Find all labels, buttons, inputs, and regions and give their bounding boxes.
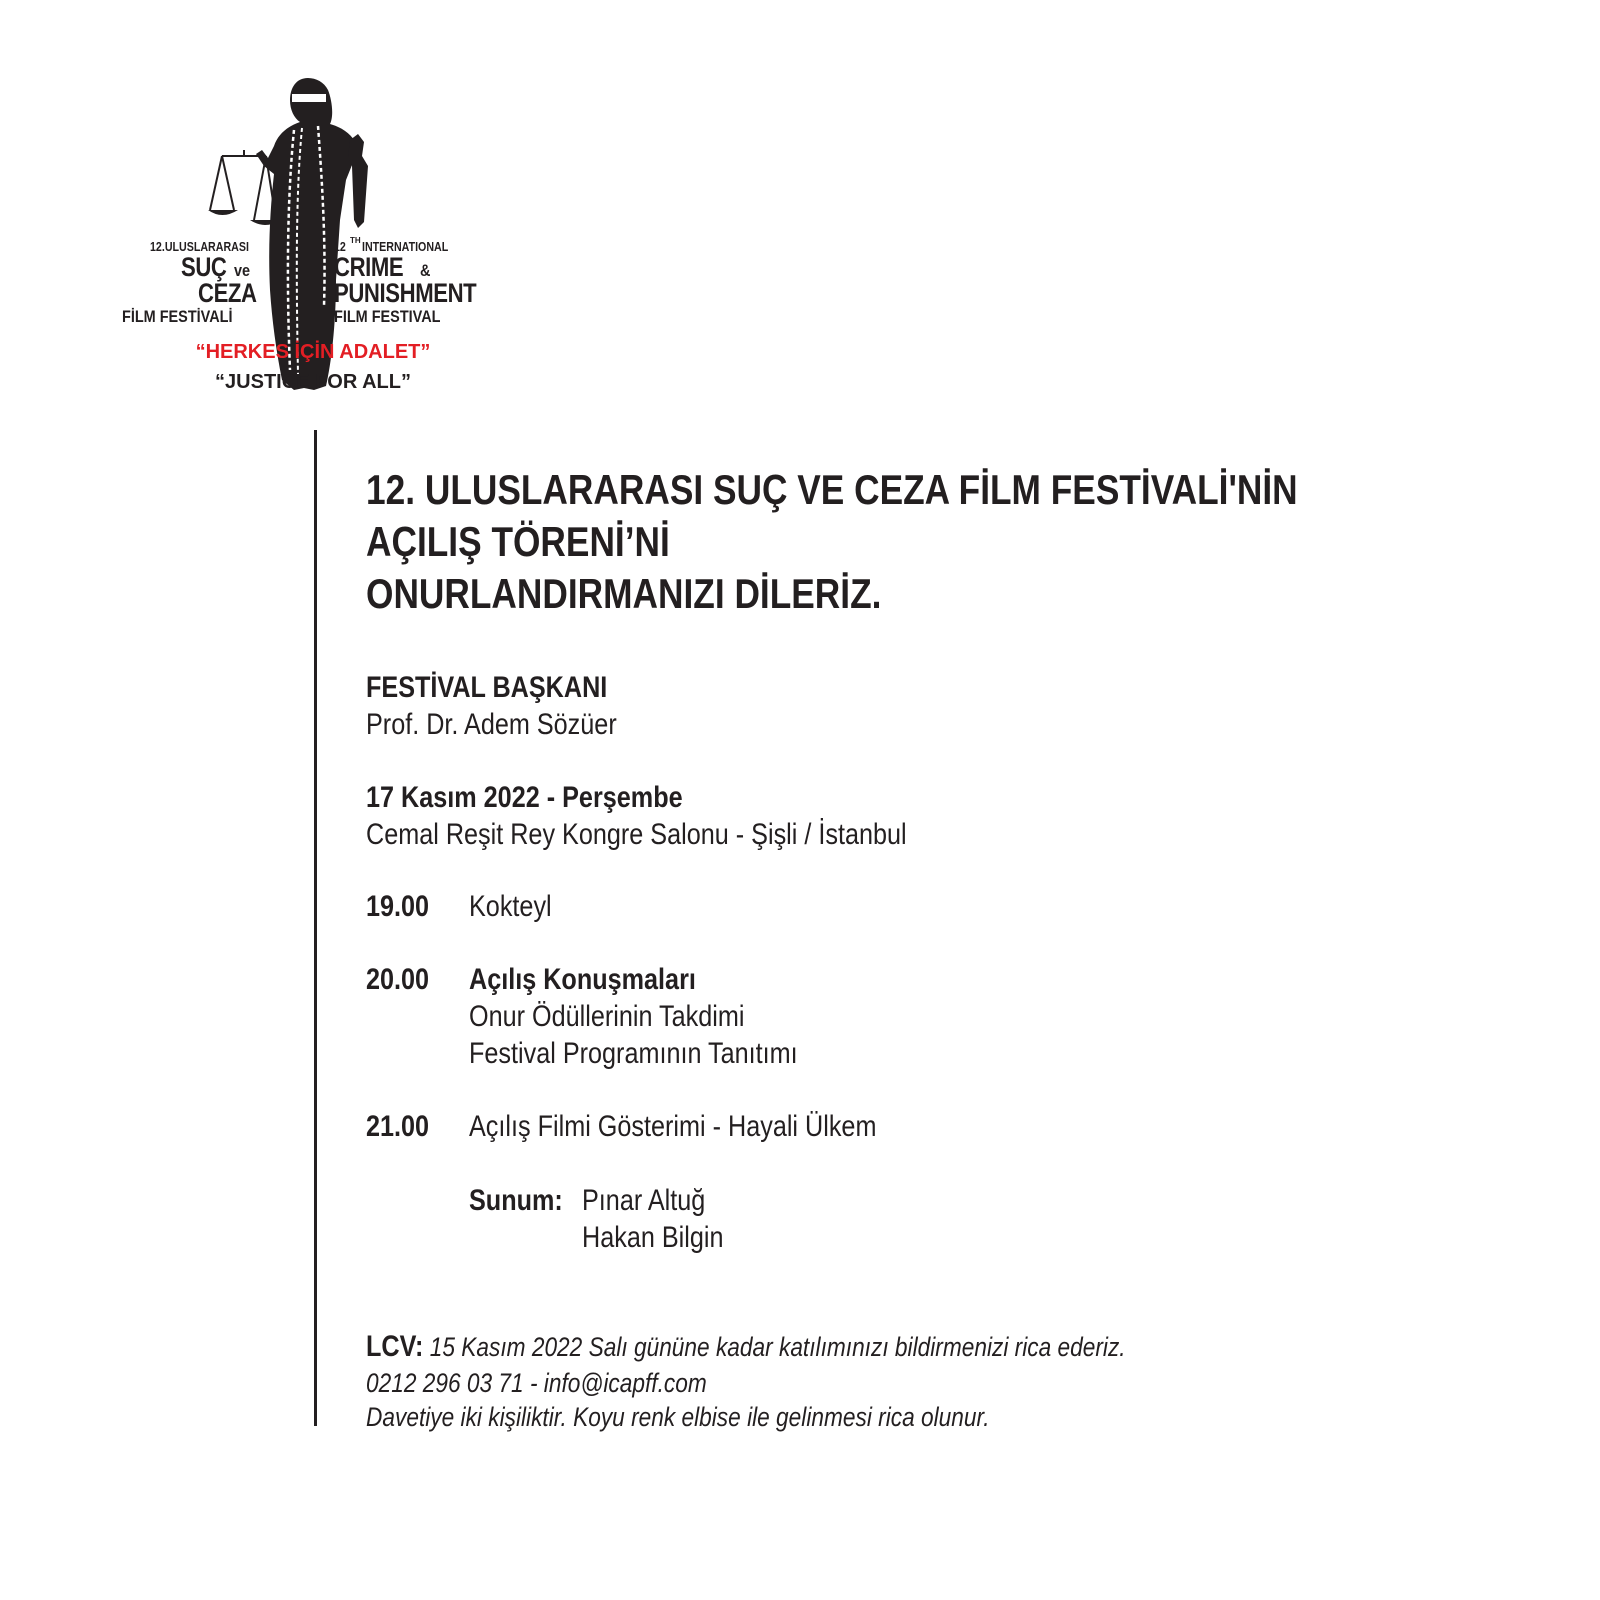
event-venue: Cemal Reşit Rey Kongre Salonu - Şişli / İstanbul — [366, 818, 907, 851]
logo-left-ceza: CEZA — [198, 278, 257, 308]
vertical-divider — [314, 430, 317, 1426]
headline-line-1: 12. ULUSLARARASI SUÇ VE CEZA FİLM FESTİVALİ'NİN — [366, 466, 1298, 513]
schedule-item-1 — [366, 888, 1546, 928]
presenter-name: Hakan Bilgin — [582, 1221, 724, 1254]
invitation-body — [366, 464, 1546, 1432]
festival-logo — [118, 70, 508, 410]
rsvp-label: LCV: — [366, 1330, 424, 1363]
schedule-item-2 — [366, 961, 1546, 1076]
logo-left-top: 12.ULUSLARARASI — [150, 239, 249, 254]
president-name: Prof. Dr. Adem Sözüer — [366, 708, 617, 741]
schedule-title: Açılış Konuşmaları — [469, 963, 696, 996]
headline-line-2: AÇILIŞ TÖRENİ’Nİ — [366, 518, 670, 565]
schedule-title: Açılış Filmi Gösterimi - Hayali Ülkem — [469, 1110, 877, 1143]
rsvp-section — [366, 1330, 1546, 1440]
schedule-time: 20.00 — [366, 963, 430, 996]
logo-right-th: TH — [350, 236, 361, 245]
logo-left-suc: SUÇ — [181, 252, 227, 282]
logo-right-bottom: FILM FESTIVAL — [334, 307, 441, 326]
schedule-time: 21.00 — [366, 1110, 430, 1143]
schedule-title: Kokteyl — [469, 890, 552, 923]
president-title: FESTİVAL BAŞKANI — [366, 671, 608, 704]
schedule-detail: Onur Ödüllerinin Takdimi — [469, 1000, 745, 1033]
logo-left-ve: ve — [234, 261, 251, 280]
logo-right-top: INTERNATIONAL — [362, 239, 449, 254]
logo-left-bottom: FİLM FESTİVALİ — [122, 307, 233, 326]
slogan-turkish: “HERKES İÇİN ADALET” — [195, 341, 431, 363]
presenters-section — [366, 1182, 1546, 1262]
rsvp-note: Davetiye iki kişiliktir. Koyu renk elbise ile gelinmesi rica olunur. — [366, 1402, 990, 1432]
invitation-headline — [366, 464, 1546, 620]
event-section — [366, 779, 1546, 853]
schedule-detail: Festival Programının Tanıtımı — [469, 1037, 798, 1070]
schedule-item-3 — [366, 1108, 1546, 1148]
headline-line-3: ONURLANDIRMANIZI DİLERİZ. — [366, 570, 882, 617]
slogan-english: “JUSTICE FOR ALL” — [215, 371, 411, 393]
logo-right-crime: CRIME — [334, 252, 404, 282]
schedule-time: 19.00 — [366, 890, 430, 923]
logo-right-num: 12 — [334, 239, 346, 254]
logo-right-punishment: PUNISHMENT — [334, 278, 477, 308]
presenters-label: Sunum: — [469, 1184, 563, 1217]
logo-right-amp: & — [420, 261, 431, 280]
president-section — [366, 669, 1546, 743]
rsvp-deadline: 15 Kasım 2022 Salı gününe kadar katılımınızı bildirmenizi rica ederiz. — [429, 1332, 1126, 1362]
event-date: 17 Kasım 2022 - Perşembe — [366, 781, 683, 814]
presenter-name: Pınar Altuğ — [582, 1184, 706, 1217]
rsvp-contact[interactable]: 0212 296 03 71 - info@icapff.com — [366, 1368, 707, 1398]
